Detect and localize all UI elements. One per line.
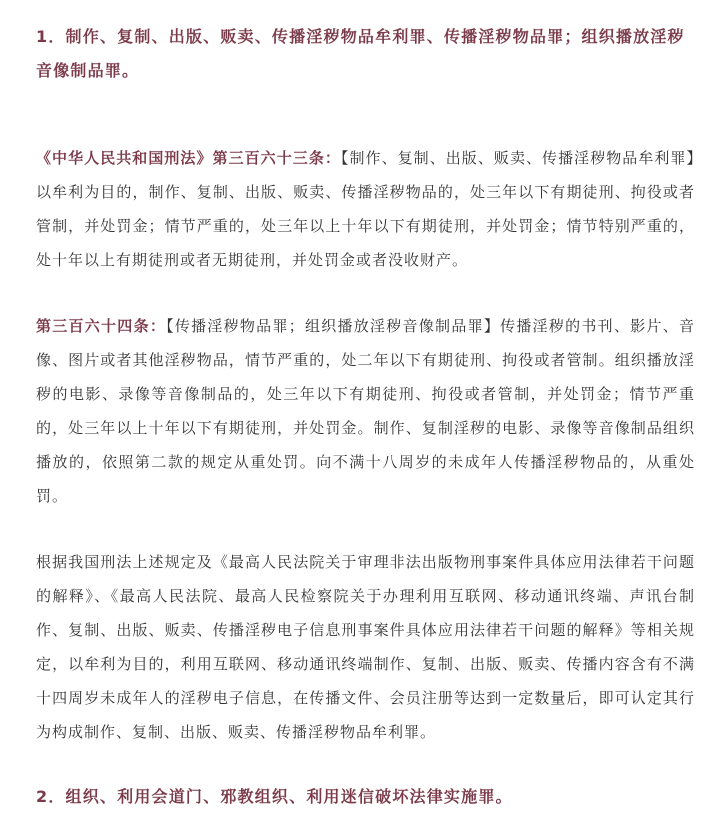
article-363-body: 【制作、复制、出版、贩卖、传播淫秽物品牟利罪】以牟利为目的，制作、复制、出版、贩卖、传播淫秽物品的，处三年以下有期徒刑、拘役或者管制，并处罚金；情节严重的，处三年以上十年以下有期徒刑，并处罚金；情节特别严重的，处十年以上有期徒刑或者无期徒刑，并处罚金或者没收财产。: [36, 149, 695, 269]
article-364-body: 【传播淫秽物品罪；组织播放淫秽音像制品罪】传播淫秽的书刊、影片、音像、图片或者其他淫秽物品，情节严重的，处二年以下有期徒刑、拘役或者管制。组织播放淫秽的电影、录像等音像制品的，处三年以下有期徒刑、拘役或者管制，并处罚金；情节严重的，处三年以上十年以下有期徒刑，并处罚金。制作、复制淫秽的电影、录像等音像制品组织播放的，依照第二款的规定从重处罚。向不满十八周岁的未成年人传播淫秽物品的，从重处罚。: [36, 317, 695, 505]
article-363-paragraph: [36, 141, 695, 277]
interpretation-paragraph: 根据我国刑法上述规定及《最高人民法院关于审理非法出版物刑事案件具体应用法律若干问题的解释》、《最高人民法院、最高人民检察院关于办理利用互联网、移动通讯终端、声讯台制作、复制、出版、贩卖、传播淫秽电子信息刑事案件具体应用法律若干问题的解释》等相关规定，以牟利为目的，利用互联网、移动通讯终端制作、复制、出版、贩卖、传播内容含有不满十四周岁未成年人的淫秽电子信息，在传播文件、会员注册等达到一定数量后，即可认定其行为构成制作、复制、出版、贩卖、传播淫秽物品牟利罪。: [36, 553, 695, 741]
spacer: [36, 88, 695, 141]
section-1-heading: 1．制作、复制、出版、贩卖、传播淫秽物品牟利罪、传播淫秽物品罪；组织播放淫秽音像制品罪。: [36, 27, 685, 80]
spacer: [36, 749, 695, 780]
article-364-paragraph: [36, 309, 695, 513]
section-2-heading: 2．组织、利用会道门、邪教组织、利用迷信破坏法律实施罪。: [36, 787, 513, 806]
article-364-title: 第三百六十四条：: [36, 317, 167, 335]
spacer: [36, 513, 695, 545]
article-363-title: 《中华人民共和国刑法》第三百六十三条：: [36, 149, 341, 167]
spacer: [36, 277, 695, 309]
